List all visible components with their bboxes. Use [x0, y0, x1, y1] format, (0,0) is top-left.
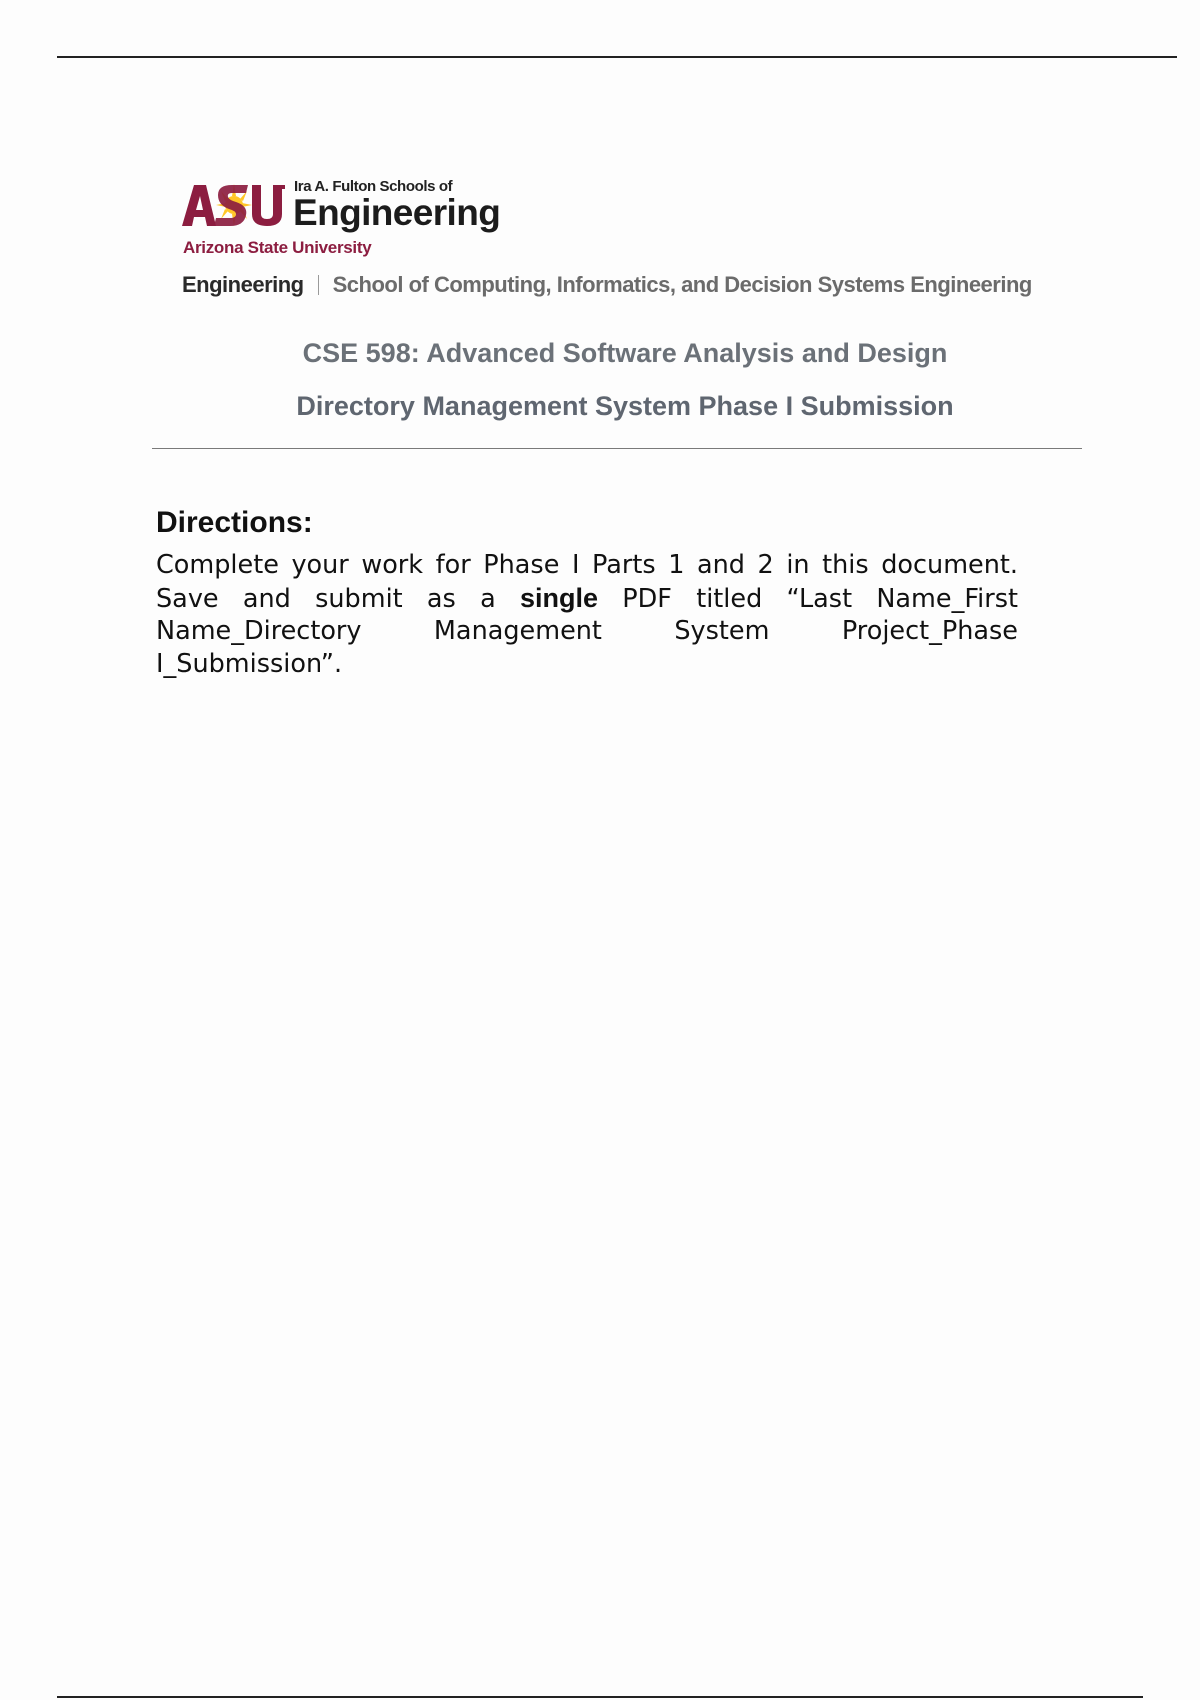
engineering-wordmark: Engineering [293, 192, 501, 233]
directions-heading: Directions: [156, 506, 313, 539]
directions-text-part-1: Complete your work for Phase I Parts 1 and 2 in this document. Save and submit as a [156, 550, 1018, 614]
asu-engineering-logo [182, 178, 542, 260]
department-unit: Engineering [182, 272, 304, 297]
top-page-rule [57, 56, 1177, 58]
title-divider [152, 448, 1082, 449]
department-line [182, 272, 1032, 298]
project-title: Directory Management System Phase I Submission [296, 391, 954, 421]
fulton-schools-label: Ira A. Fulton Schools of [294, 178, 453, 195]
course-title: CSE 598: Advanced Software Analysis and Design [302, 338, 948, 368]
university-name: Arizona State University [183, 238, 372, 257]
department-divider [318, 275, 319, 295]
department-school: School of Computing, Informatics, and Decision Systems Engineering [332, 272, 1032, 297]
directions-text-part-2: PDF titled “Last Name_First Name_Directory Management System Project_Phase I_Submission”. [156, 583, 1018, 679]
bottom-page-rule [57, 1696, 1143, 1698]
directions-paragraph [156, 549, 1018, 680]
directions-bold-word: single [519, 582, 599, 613]
asu-sunburst-logo-icon [182, 182, 286, 228]
